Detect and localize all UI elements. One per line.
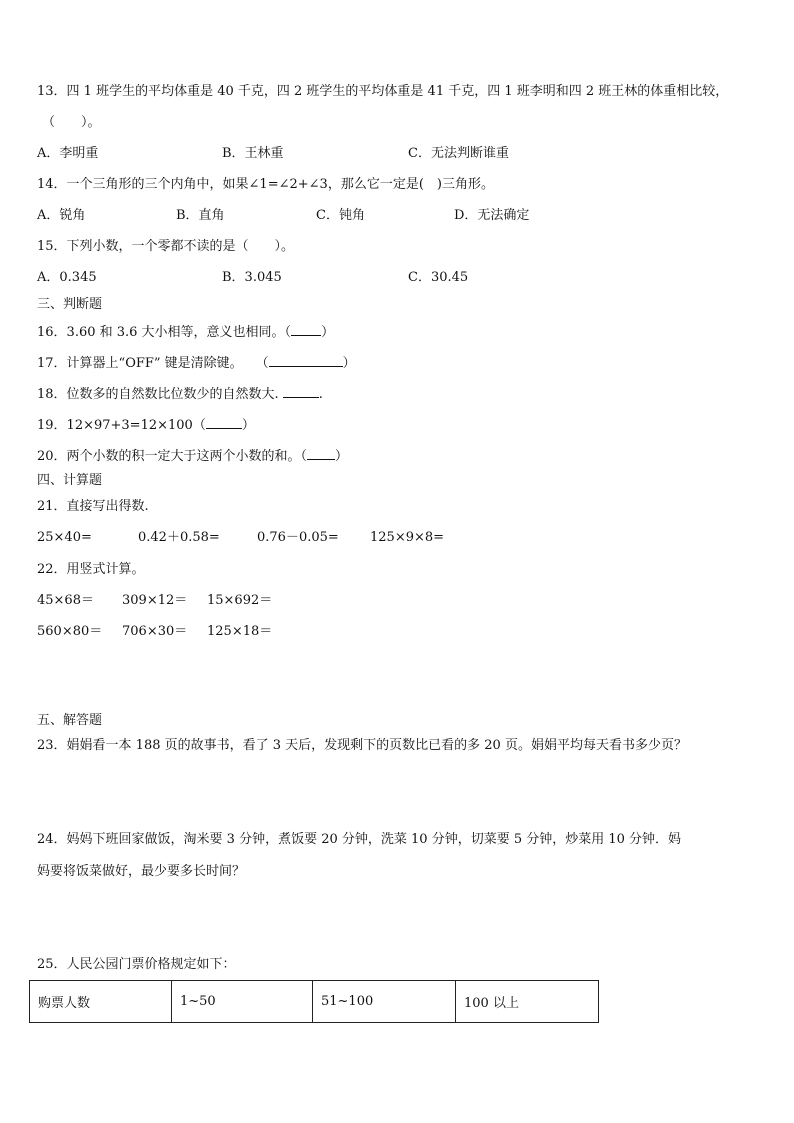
table-cell: 100 以上 — [456, 981, 599, 1023]
q21-item: 0.42＋0.58= — [138, 530, 220, 545]
q17 — [37, 354, 356, 372]
ticket-price-table — [29, 980, 599, 1023]
q13-option-b: B．王林重 — [222, 146, 284, 161]
table-cell: 51~100 — [313, 981, 456, 1023]
q14-option-b: B．直角 — [176, 208, 225, 223]
q19-answer-blank[interactable] — [206, 416, 242, 429]
q20-text: 20．两个小数的积一定大于这两个小数的和。（ — [37, 449, 308, 464]
q25-stem: 25．人民公园门票价格规定如下： — [37, 957, 236, 972]
q13-option-c: C．无法判断谁重 — [408, 146, 509, 161]
q21-item: 125×9×8= — [370, 530, 445, 545]
q18 — [37, 385, 323, 403]
q21-item: 25×40= — [37, 530, 92, 545]
q14-option-a: A．锐角 — [37, 208, 86, 223]
q18-close: . — [318, 387, 323, 402]
q22-item: 706×30＝ — [122, 624, 188, 639]
q17-answer-blank[interactable] — [269, 354, 343, 367]
q21-stem: 21．直接写出得数. — [37, 499, 149, 514]
q17-close: ） — [342, 356, 356, 371]
q17-text: 17．计算器上“OFF” 键是清除键。 （ — [37, 356, 269, 371]
q19-text: 19．12×97+3=12×100（ — [37, 418, 206, 433]
q15-option-a: A．0.345 — [37, 270, 97, 285]
q22-stem: 22．用竖式计算。 — [37, 562, 145, 577]
q16-answer-blank[interactable] — [291, 323, 321, 336]
section-heading-judgement: 三、判断题 — [37, 297, 103, 312]
q14-option-d: D．无法确定 — [454, 208, 530, 223]
q14-stem: 14．一个三角形的三个内角中，如果∠1=∠2+∠3，那么它一定是( )三角形。 — [37, 177, 494, 192]
q22-item: 45×68＝ — [37, 593, 94, 608]
table-cell: 1~50 — [172, 981, 313, 1023]
q24-line1: 24．妈妈下班回家做饭，淘米要 3 分钟，煮饭要 20 分钟，洗菜 10 分钟，切菜要 5 分钟，炒菜用 10 分钟．妈 — [37, 832, 682, 847]
q15-stem: 15．下列小数，一个零都不读的是（ ）。 — [37, 239, 295, 254]
q19 — [37, 416, 255, 434]
q21-item: 0.76－0.05= — [257, 530, 339, 545]
section-heading-word-problems: 五、解答题 — [37, 713, 103, 728]
q13-stem: 13．四 1 班学生的平均体重是 40 千克，四 2 班学生的平均体重是 41 千克，四 1 班李明和四 2 班王林的体重相比较， — [37, 84, 729, 99]
q22-item: 15×692＝ — [207, 593, 273, 608]
q23-text: 23．娟娟看一本 188 页的故事书，看了 3 天后，发现剩下的页数比已看的多 20 页。娟娟平均每天看书多少页？ — [37, 738, 687, 753]
q22-item: 560×80＝ — [37, 624, 103, 639]
q16-close: ） — [321, 325, 335, 340]
table-row — [30, 981, 599, 1023]
q13-option-a: A．李明重 — [37, 146, 99, 161]
q20-close: ） — [335, 449, 349, 464]
q18-text: 18．位数多的自然数比位数少的自然数大. — [37, 387, 279, 402]
q16-text: 16．3.60 和 3.6 大小相等，意义也相同。（ — [37, 325, 292, 340]
q14-option-c: C．钝角 — [316, 208, 365, 223]
q15-option-c: C．30.45 — [408, 270, 469, 285]
q20 — [37, 447, 348, 465]
table-cell-header: 购票人数 — [30, 981, 172, 1023]
q22-item: 309×12＝ — [122, 593, 188, 608]
q24-line2: 妈要将饭菜做好，最少要多长时间？ — [37, 864, 246, 879]
q16 — [37, 323, 334, 341]
q20-answer-blank[interactable] — [307, 447, 335, 460]
q13-answer-paren: （ ）。 — [42, 115, 101, 130]
q18-answer-blank[interactable] — [283, 385, 319, 398]
q22-item: 125×18＝ — [207, 624, 273, 639]
q15-option-b: B．3.045 — [222, 270, 282, 285]
q19-close: ） — [241, 418, 255, 433]
section-heading-calculation: 四、计算题 — [37, 473, 103, 488]
